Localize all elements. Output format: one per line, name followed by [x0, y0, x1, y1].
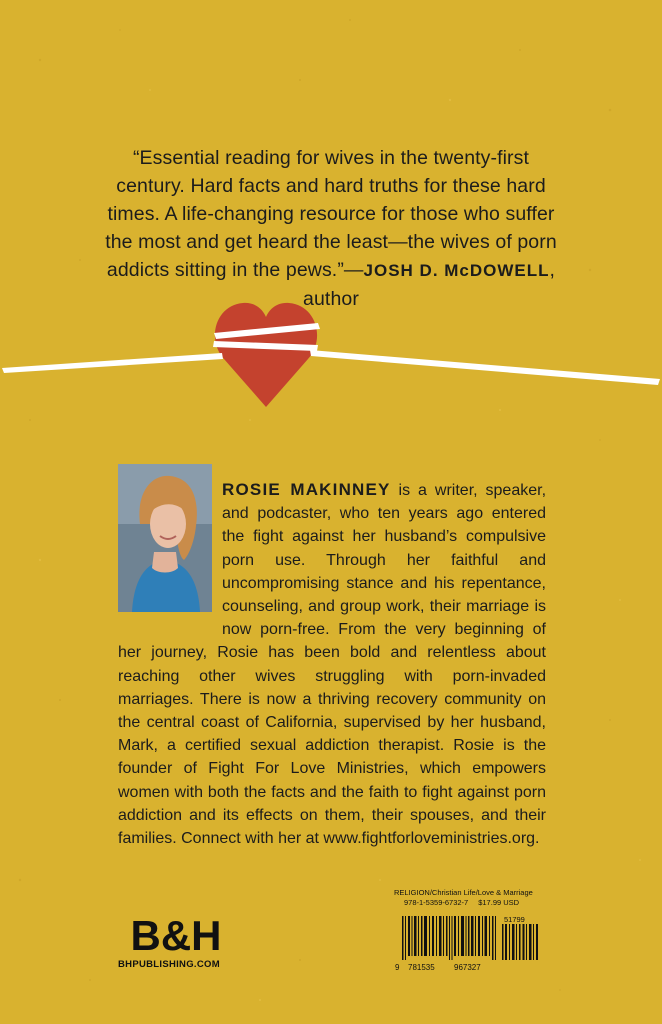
barcode-digits-group1: 781535: [408, 963, 435, 972]
author-bio-text: is a writer, speaker, and podcaster, who ten years ago entered the fight against her husband’s compulsive porn use. Through her faithful and uncompromising stance and his repentance, counseling, and group work, their marriage is now porn-free. From the very beginning of her journey, Rosie has been bold and relentless about reaching other wives struggling with porn-invaded marriages. There is now a thriving recovery community on the central coast of California, supervised by her husband, Mark, a certified sexual addiction therapist. Rosie is the founder of Fight For Love Ministries, which empowers women with both the facts and the faith to fight against porn addiction and its effects on them, their spouses, and their families. Connect with her at www.fightforloveministries.org.: [118, 482, 547, 848]
author-name: ROSIE MAKINNEY: [222, 480, 391, 499]
quote-attribution-role: , author: [303, 258, 556, 310]
price: $17.99 USD: [478, 898, 520, 907]
barcode-digit-lead: 9: [395, 963, 400, 972]
heart-shape: [215, 303, 317, 407]
heart-icon: [0, 295, 662, 415]
endorsement-quote: [96, 144, 566, 313]
publisher-logo: [118, 910, 234, 970]
isbn-price-line: [404, 898, 544, 908]
bh-logo-mark: [130, 910, 222, 959]
quote-attribution-name: JOSH D. McDOWELL: [363, 260, 550, 280]
bisac-category: RELIGION/Christian Life/Love & Marriage: [394, 888, 533, 897]
publisher-url: BHPUBLISHING.COM: [118, 959, 220, 970]
bh-logo-text: B&H: [130, 912, 222, 959]
main-bars: [402, 916, 496, 960]
string-left: [2, 353, 223, 373]
barcode-digits-group2: 967327: [454, 963, 481, 972]
barcode-block: [394, 888, 544, 976]
barcode-price-code: 51799: [504, 915, 525, 924]
photo-spacer: [118, 478, 222, 638]
quote-text: “Essential reading for wives in the twenty-first century. Hard facts and hard truths for these hard times. A life-changing resource for those who suffer the most and get heard the least—the wives of porn addicts sitting in the pews.”—: [105, 146, 557, 281]
isbn-barcode: [394, 914, 544, 976]
author-bio: [118, 478, 546, 850]
string-right: [310, 350, 660, 385]
isbn-number: 978-1-5359-6732-7: [404, 898, 469, 907]
addon-bars: [502, 924, 538, 960]
